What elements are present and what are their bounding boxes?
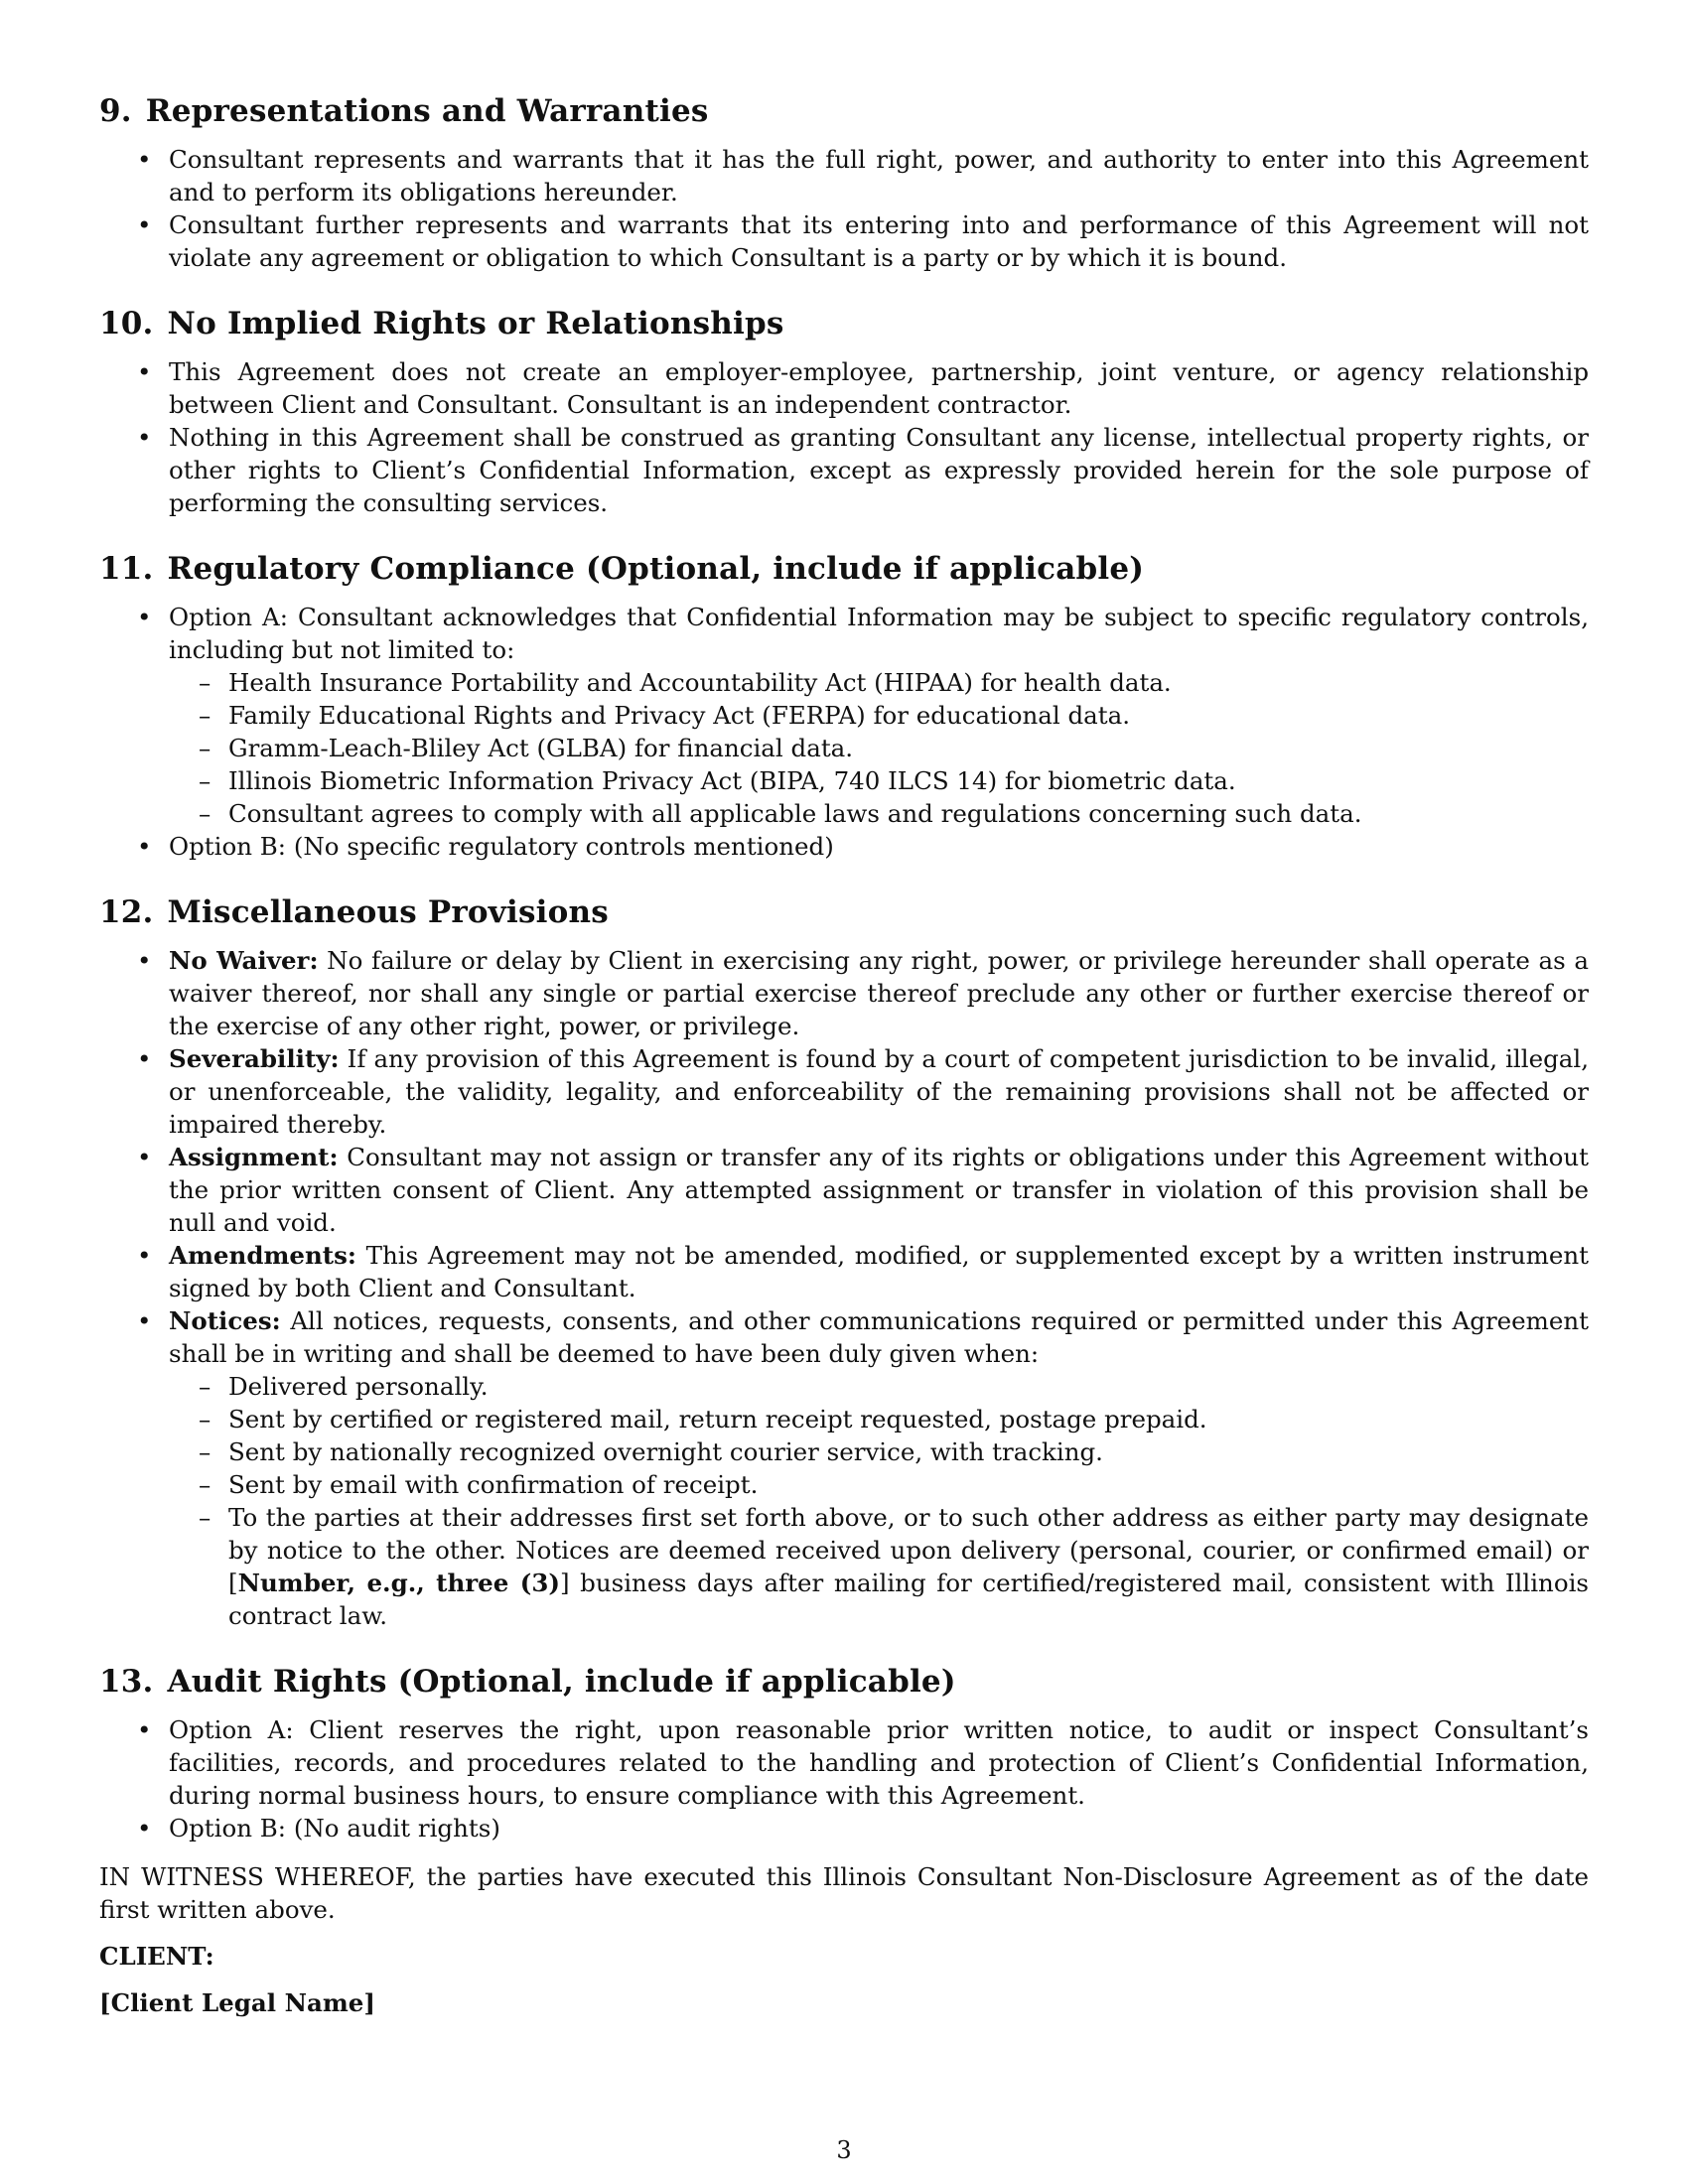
sub-list-item: – Health Insurance Portability and Accountability Act (HIPAA) for health data. — [169, 666, 1589, 699]
sub-list-item: – Sent by nationally recognized overnight courier service, with tracking. — [169, 1435, 1589, 1468]
sub-list-item: – Gramm-Leach-Bliley Act (GLBA) for financial data. — [169, 732, 1589, 764]
option-a-text: Option A: Consultant acknowledges that Confidential Information may be subject to specific regulatory controls, including but not limited to: — [169, 603, 1589, 664]
section-number: 9. — [99, 93, 132, 129]
term-text: No failure or delay by Client in exercising any right, power, or privilege hereunder shall operate as a waiver thereof, nor shall any single or partial exercise thereof preclude any other or further exercise thereof or the exercise of any other right, power, or privilege. — [169, 946, 1590, 1040]
term-text: All notices, requests, consents, and other communications required or permitted under this Agreement shall be in writing and shall be deemed to have been duly given when: — [169, 1306, 1590, 1368]
page-number: 3 — [836, 2136, 852, 2164]
sub-list-item — [169, 1501, 1589, 1632]
section-heading — [99, 304, 1589, 343]
section-audit-rights — [99, 1662, 1589, 1844]
term-label: Assignment: — [169, 1143, 339, 1171]
bullet-list — [99, 355, 1589, 519]
notice-placeholder: Number, e.g., three (3) — [237, 1569, 560, 1597]
bullet-list — [99, 1713, 1589, 1844]
sub-list — [169, 666, 1589, 830]
section-number: 10. — [99, 306, 154, 341]
bullet-list — [99, 143, 1589, 274]
list-item: • Consultant represents and warrants that it has the full right, power, and authority to enter into this Agreement and to perform its obligations hereunder. — [99, 143, 1589, 208]
sub-list-item: – Delivered personally. — [169, 1370, 1589, 1403]
section-title: Audit Rights (Optional, include if applicable) — [167, 1664, 956, 1700]
section-no-implied-rights — [99, 304, 1589, 519]
list-item-option-a — [99, 601, 1589, 830]
client-label: CLIENT: — [99, 1942, 214, 1971]
section-heading — [99, 1662, 1589, 1702]
document-page — [99, 91, 1589, 2033]
section-miscellaneous — [99, 892, 1589, 1632]
term-label: Amendments: — [169, 1241, 356, 1270]
sub-list — [169, 1370, 1589, 1632]
term-text: This Agreement may not be amended, modified, or supplemented except by a written instrument signed by both Client and Consultant. — [169, 1241, 1589, 1302]
sub-list-item: – Sent by email with confirmation of receipt. — [169, 1468, 1589, 1501]
section-title: Regulatory Compliance (Optional, include if applicable) — [167, 551, 1145, 587]
witness-paragraph: IN WITNESS WHEREOF, the parties have executed this Illinois Consultant Non-Disclosure Agreement as of the date first written above. — [99, 1862, 1589, 1924]
bullet-list — [99, 601, 1589, 863]
bracket-close: ] — [363, 1988, 375, 2017]
term-text: If any provision of this Agreement is found by a court of competent jurisdiction to be invalid, illegal, or unenforceable, the validity, legality, and enforceability of the remaining provisions shall not be affected or impaired thereby. — [169, 1044, 1589, 1139]
list-item-notices — [99, 1304, 1589, 1632]
section-title: No Implied Rights or Relationships — [167, 306, 784, 341]
bracket-open: [ — [99, 1988, 111, 2017]
client-name: Client Legal Name — [110, 1988, 364, 2017]
notice-text-start: To the parties at their addresses first set forth above, or to such other address as either party may designate by notice to the other. Notices are deemed received upon delivery (personal, courier, or confirmed email) or [ — [228, 1503, 1589, 1597]
list-item-no-waiver — [99, 944, 1589, 1042]
sub-list-item: – Illinois Biometric Information Privacy Act (BIPA, 740 ILCS 14) for biometric data. — [169, 764, 1589, 797]
notice-text-end: ] business days after mailing for certified/registered mail, consistent with Illinois contract law. — [228, 1569, 1589, 1630]
list-item: • Option A: Client reserves the right, upon reasonable prior written notice, to audit or inspect Consultant’s facilities, records, and procedures related to the handling and protection of Client’s Confidential Information, during normal business hours, to ensure compliance with this Agreement. — [99, 1713, 1589, 1812]
list-item-severability — [99, 1042, 1589, 1141]
sub-list-item: – Sent by certified or registered mail, return receipt requested, postage prepaid. — [169, 1403, 1589, 1435]
section-heading — [99, 892, 1589, 932]
list-item-amendments — [99, 1239, 1589, 1304]
section-representations-warranties — [99, 91, 1589, 274]
term-label: No Waiver: — [169, 946, 319, 975]
term-label: Severability: — [169, 1044, 340, 1073]
list-item: • Consultant further represents and warrants that its entering into and performance of this Agreement will not violate any agreement or obligation to which Consultant is a party or by which it is bound. — [99, 208, 1589, 274]
section-heading — [99, 91, 1589, 131]
sub-list-item: – Family Educational Rights and Privacy Act (FERPA) for educational data. — [169, 699, 1589, 732]
term-text: Consultant may not assign or transfer any of its rights or obligations under this Agreement without the prior written consent of Client. Any attempted assignment or transfer in violation of this provision shall be null and void. — [169, 1143, 1589, 1237]
section-number: 13. — [99, 1664, 154, 1700]
section-number: 11. — [99, 551, 154, 587]
list-item: • Option B: (No audit rights) — [99, 1812, 1589, 1844]
list-item: • This Agreement does not create an employer-employee, partnership, joint venture, or agency relationship between Client and Consultant. Consultant is an independent contractor. — [99, 355, 1589, 421]
list-item: • Nothing in this Agreement shall be construed as granting Consultant any license, intellectual property rights, or other rights to Client’s Confidential Information, except as expressly provided herein for the sole purpose of performing the consulting services. — [99, 421, 1589, 519]
section-number: 12. — [99, 894, 154, 930]
section-regulatory-compliance — [99, 549, 1589, 863]
client-name-placeholder — [99, 1986, 1589, 2019]
bullet-list — [99, 944, 1589, 1632]
section-heading — [99, 549, 1589, 589]
term-label: Notices: — [169, 1306, 281, 1335]
list-item-assignment — [99, 1141, 1589, 1239]
sub-list-item: – Consultant agrees to comply with all applicable laws and regulations concerning such data. — [169, 797, 1589, 830]
section-title: Representations and Warranties — [145, 93, 709, 129]
list-item-option-b: • Option B: (No specific regulatory controls mentioned) — [99, 830, 1589, 863]
section-title: Miscellaneous Provisions — [167, 894, 609, 930]
